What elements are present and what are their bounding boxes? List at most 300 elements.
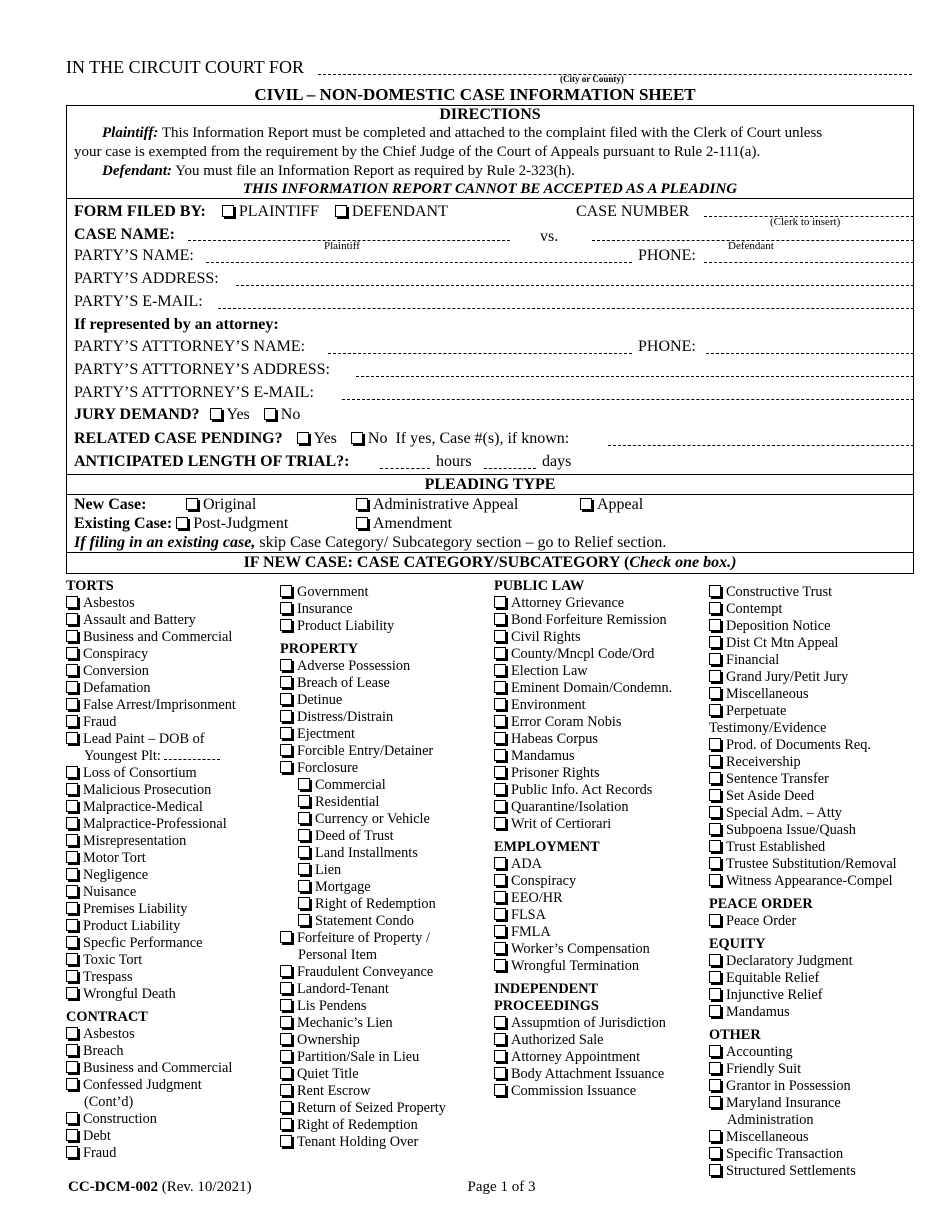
category-checkbox[interactable] [66, 936, 78, 948]
category-checkbox[interactable] [66, 732, 78, 744]
category-item [280, 743, 446, 760]
category-item-label: Specfic Performance [83, 935, 203, 951]
category-checkbox[interactable] [494, 1016, 506, 1028]
pleading-warning: THIS INFORMATION REPORT CANNOT BE ACCEPTED AS A PLEADING [242, 181, 738, 197]
torts-heading: TORTS [66, 578, 114, 594]
category-item-label: Commercial [315, 777, 386, 793]
category-checkbox[interactable] [709, 1147, 721, 1159]
category-checkbox[interactable] [66, 664, 78, 676]
category-checkbox[interactable] [298, 778, 310, 790]
city-county-caption: (City or County) [560, 74, 624, 84]
equity-heading: EQUITY [709, 936, 766, 952]
appeal-checkbox[interactable] [580, 498, 592, 510]
category-item [709, 771, 897, 788]
category-item [66, 799, 236, 816]
category-checkbox[interactable] [709, 823, 721, 835]
category-checkbox[interactable] [66, 766, 78, 778]
category-checkbox[interactable] [66, 800, 78, 812]
attorney-address-label: PARTY’S ATTTORNEY’S ADDRESS: [74, 361, 330, 378]
category-item [280, 1134, 446, 1151]
category-checkbox[interactable] [280, 744, 292, 756]
category-heading [66, 553, 914, 572]
category-checkbox[interactable] [66, 834, 78, 846]
category-item [709, 1061, 897, 1078]
category-checkbox[interactable] [66, 1146, 78, 1158]
plaintiff-checkbox[interactable] [222, 205, 234, 217]
employment-heading: EMPLOYMENT [494, 839, 600, 855]
party-name-field[interactable] [206, 262, 632, 263]
category-item-label: Structured Settlements [726, 1163, 856, 1179]
category-checkbox[interactable] [280, 1033, 292, 1045]
category-item [494, 782, 672, 799]
post-judgment-checkbox[interactable] [176, 517, 188, 529]
category-item [66, 612, 236, 629]
category-item [298, 913, 446, 930]
category-checkbox[interactable] [709, 1079, 721, 1091]
column-torts-contract [66, 578, 236, 1162]
form-revision: (Rev. 10/2021) [161, 1179, 252, 1195]
category-item-label: Declaratory Judgment [726, 953, 853, 969]
category-item [66, 714, 236, 731]
category-item [66, 867, 236, 884]
category-checkbox[interactable] [298, 795, 310, 807]
category-checkbox[interactable] [66, 715, 78, 727]
category-checkbox[interactable] [66, 1061, 78, 1073]
category-checkbox[interactable] [494, 596, 506, 608]
youngest-plt-field[interactable] [164, 759, 220, 760]
category-item-label: Malpractice-Medical [83, 799, 203, 815]
category-checkbox[interactable] [709, 772, 721, 784]
amendment-label: Amendment [373, 515, 453, 532]
category-checkbox[interactable] [298, 829, 310, 841]
original-checkbox[interactable] [186, 498, 198, 510]
trial-hours-field[interactable] [380, 468, 430, 469]
category-item [280, 658, 446, 675]
category-item-label: Prisoner Rights [511, 765, 600, 781]
jury-no-label: No [280, 406, 301, 423]
category-item [66, 1128, 236, 1145]
category-item [66, 629, 236, 646]
category-checkbox[interactable] [494, 783, 506, 795]
category-checkbox[interactable] [280, 710, 292, 722]
column-public-law [494, 578, 672, 1100]
category-checkbox[interactable] [494, 817, 506, 829]
category-checkbox[interactable] [709, 1164, 721, 1176]
attorney-email-field[interactable] [342, 399, 914, 400]
category-checkbox[interactable] [709, 789, 721, 801]
category-item-label: FLSA [511, 907, 546, 923]
category-checkbox[interactable] [66, 851, 78, 863]
party-phone-label: PHONE: [638, 247, 696, 264]
category-checkbox[interactable] [66, 613, 78, 625]
category-checkbox[interactable] [709, 602, 721, 614]
related-no-checkbox[interactable] [351, 432, 363, 444]
category-item-label: Confessed Judgment [83, 1077, 202, 1093]
category-item [494, 816, 672, 833]
category-item-label: Writ of Certiorari [511, 816, 612, 832]
category-item-label: Motor Tort [83, 850, 146, 866]
category-item-label: Misrepresentation [83, 833, 187, 849]
category-item [280, 675, 446, 692]
category-item-label: Forcible Entry/Detainer [297, 743, 434, 759]
category-checkbox[interactable] [494, 630, 506, 642]
category-checkbox[interactable] [298, 863, 310, 875]
category-checkbox[interactable] [494, 925, 506, 937]
category-checkbox[interactable] [494, 874, 506, 886]
party-address-field[interactable] [236, 285, 914, 286]
category-checkbox[interactable] [280, 1135, 292, 1147]
category-checkbox[interactable] [66, 596, 78, 608]
category-checkbox[interactable] [709, 704, 721, 716]
category-item [709, 737, 897, 754]
category-item [280, 760, 446, 777]
category-item-label: Deposition Notice [726, 618, 831, 634]
category-item-label: Maryland Insurance [726, 1095, 841, 1111]
category-checkbox[interactable] [709, 585, 721, 597]
party-email-label: PARTY’S E-MAIL: [74, 293, 203, 310]
category-item-label: Mortgage [315, 879, 371, 895]
category-checkbox[interactable] [66, 902, 78, 914]
attorney-phone-field[interactable] [706, 353, 914, 354]
jury-yes-checkbox[interactable] [210, 408, 222, 420]
category-item-label: Business and Commercial [83, 1060, 233, 1076]
category-checkbox[interactable] [494, 959, 506, 971]
category-item-label: EEO/HR [511, 890, 563, 906]
category-item-label: Equitable Relief [726, 970, 820, 986]
category-checkbox[interactable] [280, 1084, 292, 1096]
category-item [709, 635, 897, 652]
category-item-label: Trust Established [726, 839, 826, 855]
category-item [66, 986, 236, 1003]
category-checkbox[interactable] [66, 987, 78, 999]
category-checkbox[interactable] [709, 755, 721, 767]
new-case-row [74, 495, 146, 515]
jury-yes-label: Yes [226, 406, 250, 423]
category-item-label: Fraud [83, 1145, 117, 1161]
category-checkbox[interactable] [494, 1050, 506, 1062]
category-item [494, 1066, 672, 1083]
category-item [298, 862, 446, 879]
category-item [709, 873, 897, 890]
category-item [280, 601, 446, 618]
contract-heading: CONTRACT [66, 1009, 148, 1025]
category-item-label: Fraudulent Conveyance [297, 964, 434, 980]
category-item [280, 1083, 446, 1100]
category-item [66, 1145, 236, 1162]
category-item [66, 1077, 236, 1094]
category-item-label: County/Mncpl Code/Ord [511, 646, 655, 662]
category-checkbox[interactable] [280, 1016, 292, 1028]
other-heading: OTHER [709, 1027, 761, 1043]
category-item-label: Miscellaneous [726, 1129, 809, 1145]
attorney-address-field[interactable] [356, 376, 914, 377]
category-checkbox[interactable] [280, 693, 292, 705]
category-item [494, 646, 672, 663]
category-item [494, 1083, 672, 1100]
category-checkbox[interactable] [709, 653, 721, 665]
category-item [709, 1163, 897, 1180]
category-checkbox[interactable] [494, 800, 506, 812]
category-checkbox[interactable] [709, 857, 721, 869]
forfeiture-checkbox[interactable] [280, 931, 292, 943]
category-checkbox[interactable] [709, 1005, 721, 1017]
defendant-text: You must file an Information Report as required by Rule 2-323(h). [175, 163, 575, 179]
category-item [280, 709, 446, 726]
existing-note-rest: skip Case Category/ Subcategory section – go to Relief section. [259, 534, 667, 551]
property-heading: PROPERTY [280, 641, 359, 657]
page-number: Page 1 of 3 [467, 1179, 536, 1195]
category-checkbox[interactable] [280, 1101, 292, 1113]
category-item [66, 850, 236, 867]
category-checkbox[interactable] [280, 727, 292, 739]
category-checkbox[interactable] [66, 681, 78, 693]
category-item [66, 782, 236, 799]
category-item-label: ADA [511, 856, 542, 872]
category-item-label: Eminent Domain/Condemn. [511, 680, 673, 696]
category-item [280, 692, 446, 709]
category-item [280, 998, 446, 1015]
category-checkbox[interactable] [66, 817, 78, 829]
category-checkbox[interactable] [66, 953, 78, 965]
category-checkbox[interactable] [280, 1067, 292, 1079]
category-item [709, 1078, 897, 1095]
category-item [66, 884, 236, 901]
admin-appeal-checkbox[interactable] [356, 498, 368, 510]
category-item [709, 601, 897, 618]
category-item [709, 584, 897, 601]
category-item-label: Right of Redemption [297, 1117, 418, 1133]
category-item [66, 1026, 236, 1043]
plaintiff-label: Plaintiff: [102, 125, 159, 141]
category-checkbox[interactable] [66, 1112, 78, 1124]
category-item [709, 1004, 897, 1021]
category-checkbox[interactable] [709, 874, 721, 886]
category-item [494, 612, 672, 629]
category-checkbox[interactable] [494, 749, 506, 761]
directions-heading: DIRECTIONS [439, 106, 541, 123]
category-item-label: Lien [315, 862, 342, 878]
attorney-email-label: PARTY’S ATTTORNEY’S E-MAIL: [74, 384, 314, 401]
vs-label: vs. [540, 228, 559, 245]
defendant-caption: Defendant [728, 240, 774, 252]
independent-heading-2: PROCEEDINGS [494, 998, 599, 1014]
category-item-label: Bond Forfeiture Remission [511, 612, 667, 628]
trial-days-field[interactable] [484, 468, 536, 469]
category-checkbox[interactable] [709, 1130, 721, 1142]
category-item [298, 879, 446, 896]
category-checkbox[interactable] [494, 1084, 506, 1096]
category-checkbox[interactable] [494, 698, 506, 710]
category-checkbox[interactable] [494, 715, 506, 727]
category-checkbox[interactable] [494, 1033, 506, 1045]
category-item [709, 970, 897, 987]
related-case-row [74, 429, 569, 449]
category-item-label: Asbestos [83, 1026, 135, 1042]
category-checkbox[interactable] [709, 806, 721, 818]
category-item-label: Lead Paint – DOB of [83, 731, 205, 747]
category-item-label: Friendly Suit [726, 1061, 802, 1077]
category-item-label: Peace Order [726, 913, 797, 929]
category-item-label: Product Liability [297, 618, 395, 634]
category-item-label: Grand Jury/Petit Jury [726, 669, 849, 685]
plaintiff-text: This Information Report must be completed and attached to the complaint filed with the Clerk of Court unless [161, 125, 823, 141]
category-checkbox[interactable] [280, 619, 292, 631]
category-item [280, 1049, 446, 1066]
category-item-label: Toxic Tort [83, 952, 143, 968]
party-phone-field[interactable] [704, 262, 914, 263]
category-checkbox[interactable] [280, 982, 292, 994]
category-item-label: Perpetuate [726, 703, 787, 719]
party-email-field[interactable] [218, 308, 914, 309]
category-checkbox[interactable] [280, 999, 292, 1011]
category-item-label: Grantor in Possession [726, 1078, 851, 1094]
category-checkbox[interactable] [280, 659, 292, 671]
category-checkbox[interactable] [494, 664, 506, 676]
category-checkbox[interactable] [298, 846, 310, 858]
category-checkbox[interactable] [66, 783, 78, 795]
category-item [66, 765, 236, 782]
category-checkbox[interactable] [66, 1078, 78, 1090]
category-item-label: Debt [83, 1128, 111, 1144]
category-checkbox[interactable] [494, 613, 506, 625]
case-number-label: CASE NUMBER [576, 203, 690, 220]
category-item [494, 1015, 672, 1032]
category-item [66, 731, 236, 748]
category-checkbox[interactable] [66, 698, 78, 710]
category-item-label: Trustee Substitution/Removal [726, 856, 897, 872]
category-checkbox[interactable] [709, 619, 721, 631]
category-item [298, 777, 446, 794]
existing-case-label: Existing Case: [74, 515, 173, 532]
category-item [298, 896, 446, 913]
related-yes-checkbox[interactable] [297, 432, 309, 444]
page-title: CIVIL – NON-DOMESTIC CASE INFORMATION SHEET [254, 85, 696, 104]
category-item-label: Civil Rights [511, 629, 581, 645]
category-checkbox[interactable] [709, 738, 721, 750]
category-checkbox[interactable] [709, 988, 721, 1000]
category-item [66, 1111, 236, 1128]
category-checkbox[interactable] [709, 971, 721, 983]
plaintiff-caption: Plaintiff [324, 240, 360, 252]
existing-case-note [74, 533, 666, 553]
category-checkbox[interactable] [66, 885, 78, 897]
category-item [280, 584, 446, 601]
category-checkbox[interactable] [709, 954, 721, 966]
amendment-checkbox[interactable] [356, 517, 368, 529]
category-item [280, 1100, 446, 1117]
category-checkbox[interactable] [709, 1062, 721, 1074]
category-checkbox[interactable] [494, 732, 506, 744]
category-item [494, 890, 672, 907]
category-checkbox[interactable] [494, 766, 506, 778]
category-checkbox[interactable] [280, 1050, 292, 1062]
related-case-field[interactable] [608, 445, 914, 446]
category-checkbox[interactable] [494, 891, 506, 903]
category-item-label: Wrongful Termination [511, 958, 639, 974]
category-checkbox[interactable] [494, 647, 506, 659]
defendant-option: DEFENDANT [351, 203, 448, 220]
category-item [709, 652, 897, 669]
attorney-name-field[interactable] [328, 353, 632, 354]
post-judgment-label: Post-Judgment [193, 515, 289, 532]
divider [66, 198, 914, 199]
category-checkbox[interactable] [709, 914, 721, 926]
category-item-label: Contempt [726, 601, 783, 617]
category-item [709, 856, 897, 873]
category-item-label: Assault and Battery [83, 612, 196, 628]
category-item [709, 805, 897, 822]
category-checkbox[interactable] [66, 1129, 78, 1141]
amendment-option [356, 514, 452, 534]
category-checkbox[interactable] [709, 1096, 721, 1108]
category-item [66, 833, 236, 850]
category-checkbox[interactable] [494, 857, 506, 869]
category-checkbox[interactable] [298, 812, 310, 824]
category-item-label: Conversion [83, 663, 149, 679]
trial-length-row [74, 452, 349, 472]
category-checkbox[interactable] [298, 914, 310, 926]
party-name-label: PARTY’S NAME: [74, 247, 194, 264]
category-item [280, 1117, 446, 1134]
category-item [66, 697, 236, 714]
category-checkbox[interactable] [494, 908, 506, 920]
category-checkbox[interactable] [66, 1044, 78, 1056]
jury-no-checkbox[interactable] [264, 408, 276, 420]
plaintiff-text-2: your case is exempted from the requirement by the Chief Judge of the Court of Appeals pursuant to Rule 2-111(a). [74, 144, 761, 160]
category-checkbox[interactable] [494, 1067, 506, 1079]
category-item-label: Nuisance [83, 884, 137, 900]
category-checkbox[interactable] [280, 602, 292, 614]
category-checkbox[interactable] [298, 880, 310, 892]
category-checkbox[interactable] [280, 676, 292, 688]
category-checkbox[interactable] [66, 868, 78, 880]
category-item [709, 822, 897, 839]
category-checkbox[interactable] [298, 897, 310, 909]
category-checkbox[interactable] [709, 840, 721, 852]
category-checkbox[interactable] [280, 585, 292, 597]
category-checkbox[interactable] [494, 942, 506, 954]
category-checkbox[interactable] [709, 687, 721, 699]
category-item [298, 811, 446, 828]
category-checkbox[interactable] [709, 670, 721, 682]
category-heading-italic: Check one box.) [629, 554, 737, 571]
category-item [494, 873, 672, 890]
category-checkbox[interactable] [280, 761, 292, 773]
category-item [709, 1044, 897, 1061]
category-item-label: Insurance [297, 601, 353, 617]
category-item [298, 828, 446, 845]
category-checkbox[interactable] [66, 1027, 78, 1039]
category-item-label: Constructive Trust [726, 584, 833, 600]
category-item-label: Forclosure [297, 760, 359, 776]
category-checkbox[interactable] [709, 1045, 721, 1057]
category-checkbox[interactable] [66, 647, 78, 659]
category-checkbox[interactable] [280, 1118, 292, 1130]
category-checkbox[interactable] [709, 636, 721, 648]
category-item [280, 1015, 446, 1032]
category-checkbox[interactable] [66, 630, 78, 642]
category-item [280, 1032, 446, 1049]
category-checkbox[interactable] [66, 919, 78, 931]
category-checkbox[interactable] [66, 970, 78, 982]
category-item-label: Loss of Consortium [83, 765, 197, 781]
category-item-label: Attorney Grievance [511, 595, 625, 611]
category-item [66, 952, 236, 969]
category-item-label: Ownership [297, 1032, 360, 1048]
category-checkbox[interactable] [494, 681, 506, 693]
defendant-checkbox[interactable] [335, 205, 347, 217]
category-checkbox[interactable] [280, 965, 292, 977]
